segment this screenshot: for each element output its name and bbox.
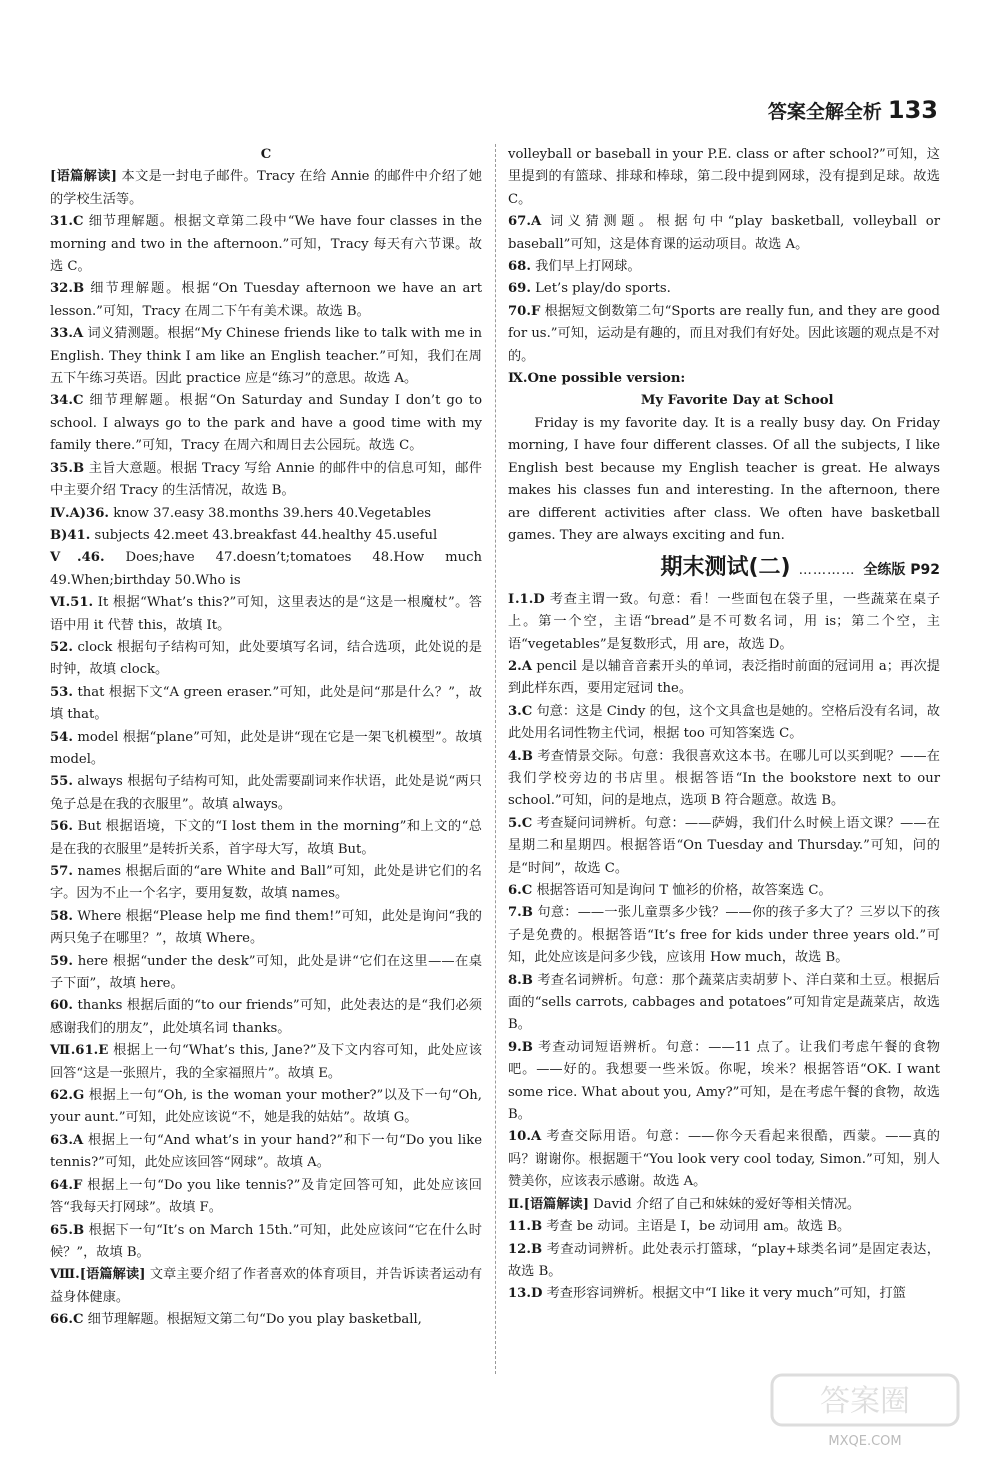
- answer-item: [508, 144, 940, 211]
- answer-key: 70.F: [508, 303, 541, 319]
- answer-item: [50, 592, 482, 637]
- answer-item: [508, 1037, 940, 1127]
- answer-item: [508, 656, 940, 701]
- answer-item: [50, 1040, 482, 1085]
- answer-text: 考查 be 动词。主语是 I，be 动词用 am。故选 B。: [546, 1219, 851, 1235]
- answer-text: 考查疑问词辨析。句意：——萨姆，我们什么时候上语文课？——在星期二和星期四。根据答语“On Tuesday and Thursday.”可知，问的是“时间”，故选 C。: [508, 815, 940, 876]
- answer-key: 9.B: [508, 1039, 533, 1055]
- answer-text: 我们早上打网球。: [535, 259, 641, 275]
- answer-item: [50, 906, 482, 951]
- answer-text: 考查动词短语辨析。句意：——11 点了。让我们考虑午餐的食物吧。——好的。我想要一些米饭。你呢，埃米？根据答语“OK. I want some rice. What about you, Amy?”可知，是在考虑午餐的食物，故选 B。: [508, 1039, 940, 1123]
- answer-text: Where 根据“Please help me find them!”可知，此处是询问“我的两只兔子在哪里？”，故填 Where。: [50, 908, 482, 947]
- answer-text: 根据上一句“Do you like tennis?”及肯定回答可知，此处应该回答“我每天打网球”。故填 F。: [50, 1177, 482, 1216]
- answer-key: 69.: [508, 281, 531, 297]
- right-column: [508, 144, 940, 1306]
- answer-text: always 根据句子结构可知，此处需要副词来作状语，此处是说“两只兔子总是在我的衣服里”。故填 always。: [50, 774, 482, 812]
- answer-text: 考查动词辨析。此处表示打篮球，“play+球类名词”是固定表达，故选 B。: [508, 1241, 940, 1279]
- watermark-text: MXQE.COM: [828, 1434, 902, 1449]
- answer-key: Ⅷ.[语篇解读]: [50, 1267, 146, 1283]
- answer-key: 63.A: [50, 1132, 84, 1148]
- answer-key: 67.A: [508, 214, 542, 230]
- section-ref: 全练版 P92: [863, 562, 940, 579]
- answer-text: Let’s play/do sports.: [535, 281, 671, 297]
- answer-item: [50, 211, 482, 278]
- answer-text: here 根据“under the desk”可知，此处是讲“它们在这里——在桌子下面”，故填 here。: [50, 953, 482, 992]
- answer-text: 句意：——一张儿童票多少钱？——你的孩子多大了？三岁以下的孩子是免费的。根据答语“It’s free for kids under three years old.”可知，此处应该是问多少钱，应该用 How much，故选 B。: [508, 905, 940, 966]
- answer-item: [508, 970, 940, 1037]
- answer-item: [508, 301, 940, 368]
- answer-text: model 根据“plane”可知，此处是讲“现在它是一架飞机模型”。故填 model。: [50, 729, 482, 767]
- answer-text: 词义猜测题。根据“My Chinese friends like to talk with me in English. They think I am like an English teacher.”可知，我们在周五下午练习英语。因此 practice 应是“练习”的意思。故选 A。: [50, 326, 482, 387]
- answer-text: 主旨大意题。根据 Tracy 写给 Annie 的邮件中的信息可知，邮件中主要介绍 Tracy 的生活情况，故选 B。: [50, 460, 482, 499]
- answer-item: [50, 1309, 482, 1331]
- answer-text: volleyball or baseball in your P.E. class or after school?”可知，这里提到的有篮球、排球和棒球，第二段中提到网球，没有提到足球。故选 C。: [508, 147, 940, 207]
- page-header: [768, 96, 938, 124]
- answer-key: 5.C: [508, 815, 533, 831]
- answer-text: David 介绍了自己和妹妹的爱好等相关情况。: [593, 1196, 861, 1212]
- answer-item: [50, 995, 482, 1040]
- answer-text: 细节理解题。根据“On Saturday and Sunday I don’t go to school. I always go to the park and have a good time with my family there.”可知，Tracy 在周六和周日去公园玩。故选 C。: [50, 393, 483, 454]
- answer-key: 68.: [508, 259, 531, 275]
- answer-key: 11.B: [508, 1219, 543, 1235]
- answer-key: Ⅸ.One possible version:: [508, 371, 686, 387]
- answer-item: [508, 1239, 940, 1284]
- answer-item: [508, 1194, 940, 1216]
- answer-key: 31.C: [50, 214, 84, 230]
- answer-item: [50, 637, 482, 682]
- answer-key: Ⅵ.51.: [50, 595, 94, 611]
- section-heading: [508, 557, 940, 582]
- answer-item: [50, 727, 482, 772]
- answers-part-2: [508, 589, 940, 1306]
- answer-item: [50, 1130, 482, 1175]
- answer-item: [50, 816, 482, 861]
- answer-item: [50, 166, 482, 211]
- left-column: [50, 144, 482, 1332]
- answer-text: But 根据语境，下文的“I lost them in the morning”和上文的“总是在我的衣服里”是转折关系，首字母大写，故填 But。: [50, 819, 482, 857]
- section-dots: …………: [798, 563, 856, 579]
- answer-item: [50, 1220, 482, 1265]
- answer-item: [508, 1283, 940, 1305]
- answer-text: 根据上一句“Oh, is the woman your mother?”以及下一句“Oh, your aunt.”可知，此处应该说“不，她是我的姑姑”。故填 G。: [50, 1088, 482, 1126]
- watermark-logo-icon: [770, 1373, 960, 1451]
- answer-key: 10.A: [508, 1129, 542, 1145]
- answer-key: 12.B: [508, 1241, 543, 1257]
- answer-text: 本文是一封电子邮件。Tracy 在给 Annie 的邮件中介绍了她的学校生活等。: [50, 169, 482, 207]
- answer-key: 62.G: [50, 1088, 85, 1104]
- answer-text: C: [260, 147, 272, 162]
- answer-text: names 根据后面的“are White and Ball”可知，此处是讲它们的名字。因为不止一个名字，要用复数，故填 names。: [50, 864, 482, 902]
- answer-key: Ⅰ.1.D: [508, 591, 545, 607]
- answer-key: 64.F: [50, 1177, 83, 1193]
- answer-text: 根据下一句“It’s on March 15th.”可知，此处应该问“它在什么时候？”，故填 B。: [50, 1222, 482, 1260]
- answer-key: 65.B: [50, 1222, 85, 1238]
- answer-text: 考查名词辨析。句意：那个蔬菜店卖胡萝卜、洋白菜和土豆。根据后面的“sells carrots, cabbages and potatoes”可知肯定是蔬菜店，故选 B。: [508, 972, 940, 1033]
- answer-item: [508, 902, 940, 969]
- essay-title: My Favorite Day at School: [640, 393, 834, 409]
- answer-item: [508, 813, 940, 880]
- answer-text: 根据上一句“And what’s in your hand?”和下一句“Do you like tennis?”可知，此处应该回答“网球”。故填 A。: [50, 1132, 483, 1171]
- answer-key: Ⅶ.61.E: [50, 1043, 109, 1059]
- watermark: [770, 1373, 960, 1451]
- answer-key: 52.: [50, 639, 73, 655]
- column-divider: [495, 144, 496, 1374]
- section-title: 期末测试(二): [660, 555, 791, 581]
- answer-text: 文章主要介绍了作者喜欢的体育项目，并告诉读者运动有益身体健康。: [50, 1267, 483, 1305]
- answer-text: Does;have 47.doesn’t;tomatoes 48.How much 49.When;birthday 50.Who is: [50, 550, 482, 588]
- answer-item: [50, 458, 482, 503]
- answer-item: [50, 525, 482, 547]
- answer-item: [50, 390, 482, 457]
- answer-key: 56.: [50, 819, 73, 835]
- answer-key: 13.D: [508, 1286, 543, 1302]
- answer-item: [50, 861, 482, 906]
- answer-item: [508, 256, 940, 278]
- page-number: 133: [887, 96, 938, 124]
- answer-key: 33.A: [50, 326, 84, 342]
- answer-key: Ⅱ.[语篇解读]: [508, 1196, 589, 1212]
- answer-item: [508, 1216, 940, 1238]
- answer-key: 3.C: [508, 703, 533, 719]
- answer-item: [508, 880, 940, 902]
- answer-item: [508, 211, 940, 256]
- answer-item: [508, 746, 940, 813]
- answer-key: 60.: [50, 998, 73, 1014]
- answer-key: 32.B: [50, 281, 85, 297]
- answer-item: [50, 682, 482, 727]
- answer-text: thanks 根据后面的“to our friends”可知，此处表达的是“我们必须感谢我们的朋友”，此处填名词 thanks。: [50, 998, 482, 1036]
- answer-text: pencil 是以辅音音素开头的单词，表泛指时前面的冠词用 a；再次提到此样东西，要用定冠词 the。: [508, 658, 940, 697]
- answer-text: 考查交际用语。句意：——你今天看起来很酷，西蒙。——真的吗？谢谢你。根据题干“You look very cool today, Simon.”可知，别人赞美你，应该表示感谢。故选 A。: [508, 1129, 940, 1190]
- answer-key: 57.: [50, 864, 73, 879]
- answer-text: 考查主谓一致。句意：看！一些面包在袋子里，一些蔬菜在桌子上。第一个空，主语“bread”是不可数名词，用 is；第二个空，主语“vegetables”是复数形式，用 are，故选 D。: [508, 591, 941, 652]
- answer-text: clock 根据句子结构可知，此处要填写名词，结合选项，此处说的是时钟，故填 clock。: [50, 639, 482, 678]
- answer-key: 59.: [50, 953, 73, 969]
- answer-item: [508, 368, 940, 390]
- header-label: 答案全解全析: [767, 100, 882, 123]
- answer-key: 66.C: [50, 1312, 84, 1328]
- answer-key: Ⅳ.A)36.: [50, 505, 109, 521]
- answer-item: [50, 144, 482, 166]
- answer-text: know 37.easy 38.months 39.hers 40.Vegetables: [113, 505, 432, 521]
- sample-essay: [508, 390, 940, 547]
- answer-item: [508, 589, 940, 656]
- answer-key: 55.: [50, 774, 73, 790]
- answer-text: It 根据“What’s this?”可知，这里表达的是“这是一根魔杖”。答语中用 it 代替 this，故填 It。: [50, 595, 482, 633]
- answer-text: 细节理解题。根据“On Tuesday afternoon we have an art lesson.”可知，Tracy 在周二下午有美术课。故选 B。: [50, 281, 482, 319]
- answer-item: [508, 278, 940, 300]
- answer-key: 58.: [50, 908, 73, 924]
- answer-text: 根据上一句“What’s this, Jane?”及下文内容可知，此处应该回答“这是一张照片，我的全家福照片”。故填 E。: [50, 1043, 482, 1081]
- answer-text: that 根据下文“A green eraser.”可知，此处是问“那是什么？”，故填 that。: [50, 684, 482, 723]
- answer-key: B)41.: [50, 527, 91, 543]
- answer-key: 7.B: [508, 905, 533, 921]
- answer-key: 2.A: [508, 658, 532, 674]
- answer-text: 句意：这是 Cindy 的包，这个文具盒也是她的。空格后没有名词，故此处用名词性物主代词，根据 too 可知答案选 C。: [508, 703, 940, 742]
- answer-item: [50, 1264, 482, 1309]
- answer-key: 53.: [50, 684, 73, 700]
- essay-paragraph: Friday is my favorite day. It is a really busy day. On Friday morning, I have four different classes. Of all the subjects, I like English best because my English teacher is great. He always makes his classes fun and interesting. In the afternoon, there are different activities after class. We often have basketball games. They are always exciting and fun.: [508, 415, 940, 543]
- answer-key: [语篇解读]: [50, 169, 117, 185]
- answer-text: 考查形容词辨析。根据文中“I like it very much”可知，打篮: [546, 1286, 906, 1302]
- answer-text: 词义猜测题。根据句中“play basketball, volleyball or baseball”可知，这是体育课的运动项目。故选 A。: [508, 214, 940, 252]
- answer-text: 根据短文倒数第二句“Sports are really fun, and they are good for us.”可知，运动是有趣的，而且对我们有好处。因此该题的观点是不对的。: [508, 303, 940, 364]
- answer-key: 35.B: [50, 460, 85, 476]
- answer-item: [50, 323, 482, 390]
- answer-item: [50, 1085, 482, 1130]
- answer-text: 考查情景交际。句意：我很喜欢这本书。在哪儿可以买到呢？——在我们学校旁边的书店里。根据答语“In the bookstore next to our school.”可知，问的是地点，选项 B 符合题意。故选 B。: [508, 748, 940, 809]
- answer-item: [50, 503, 482, 525]
- answer-key: 54.: [50, 729, 73, 745]
- answer-item: [50, 547, 482, 592]
- answer-item: [50, 1175, 482, 1220]
- answer-text: 根据答语可知是询问 T 恤衫的价格，故答案选 C。: [536, 883, 832, 898]
- answer-key: 8.B: [508, 972, 533, 988]
- answer-text: 细节理解题。根据文章第二段中“We have four classes in the morning and two in the afternoon.”可知，Tracy 每天有六节课。故选 C。: [50, 214, 482, 275]
- answer-key: 4.B: [508, 748, 533, 764]
- answer-text: 细节理解题。根据短文第二句“Do you play basketball,: [87, 1312, 422, 1328]
- answer-item: [50, 278, 482, 323]
- watermark-logo-text: 答案圈: [820, 1384, 910, 1419]
- answer-item: [50, 951, 482, 996]
- answer-text: subjects 42.meet 43.breakfast 44.healthy 45.useful: [94, 527, 438, 543]
- answer-key: Ⅴ.46.: [50, 550, 105, 566]
- answer-item: [508, 1126, 940, 1193]
- answer-key: 6.C: [508, 883, 533, 898]
- answer-key: 34.C: [50, 393, 84, 409]
- answer-item: [50, 771, 482, 816]
- answer-item: [508, 701, 940, 746]
- answers-part-1: [508, 144, 940, 390]
